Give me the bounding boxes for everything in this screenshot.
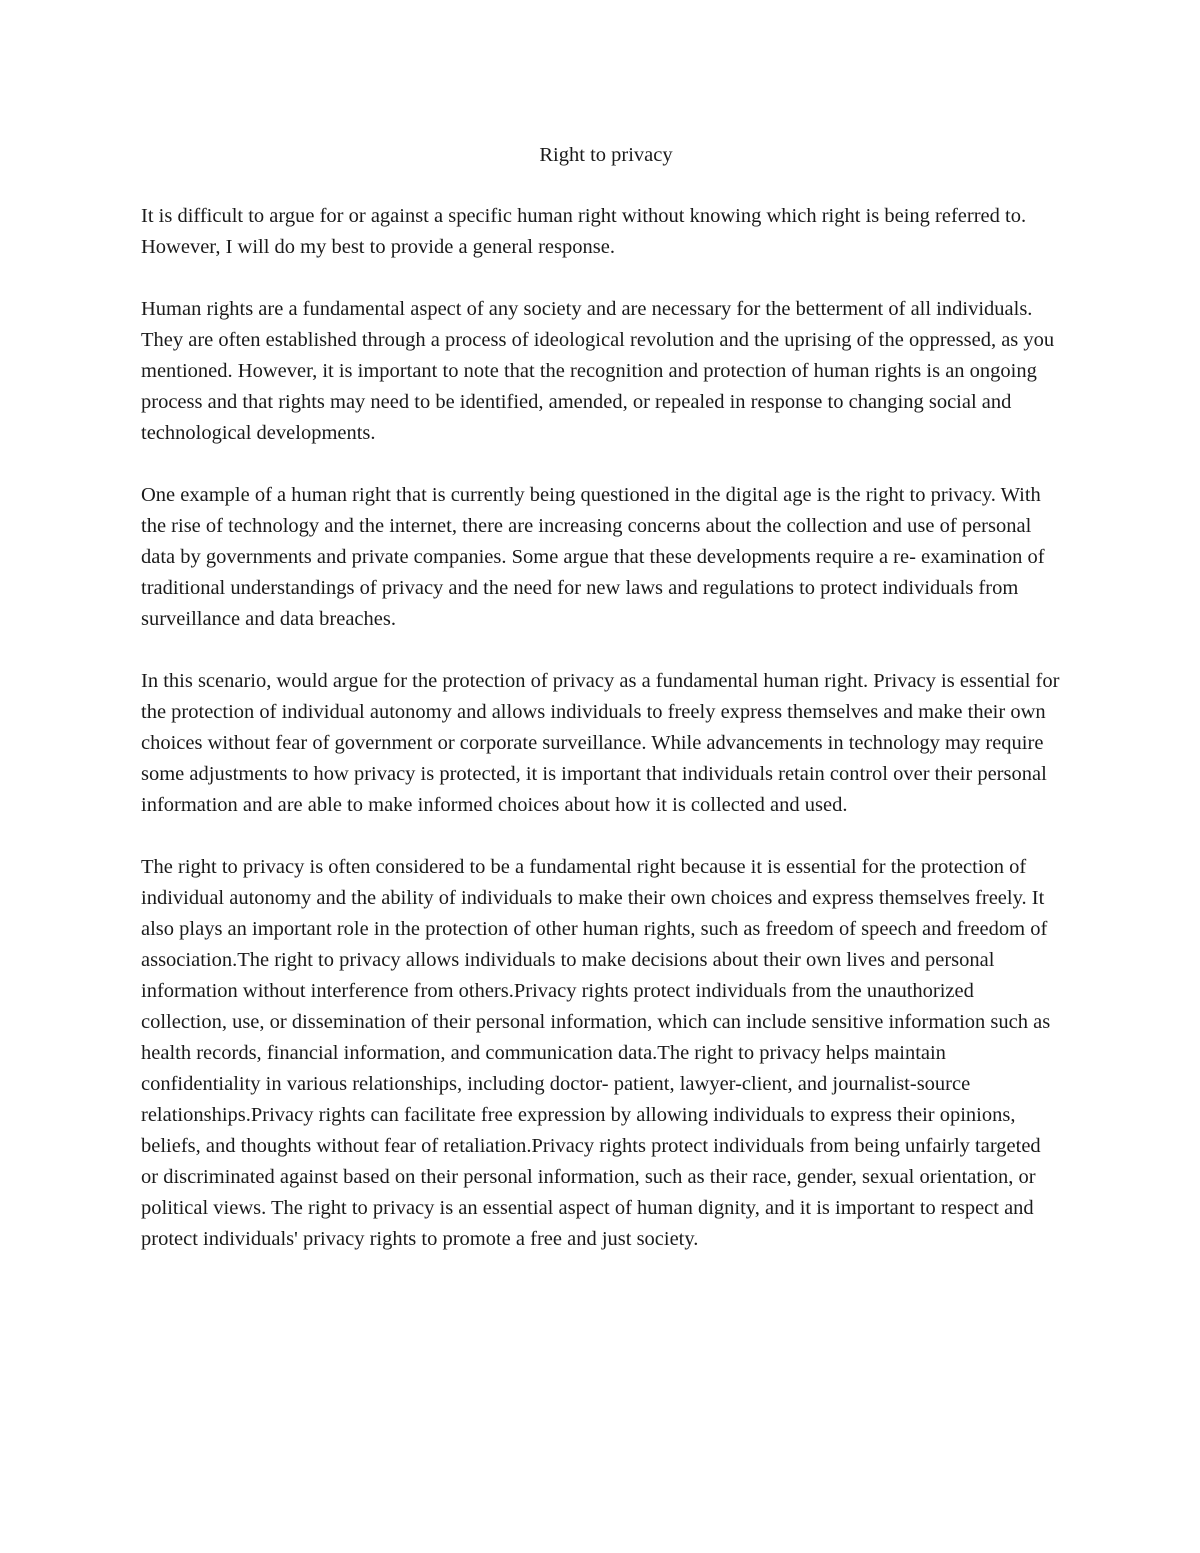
paragraph-fundamental-right: The right to privacy is often considered to be a fundamental right because it is essential for the protection of individual autonomy and the ability of individuals to make their own choices and express themselves freely. It also plays an important role in the protection of other human rights, such as freedom of speech and freedom of association.The right to privacy allows individuals to make decisions about their own lives and personal information without interference from others.Privacy rights protect individuals from the unauthorized collection, use, or dissemination of their personal information, which can include sensitive information such as health records, financial information, and communication data.The right to privacy helps maintain confidentiality in various relationships, including doctor- patient, lawyer-client, and journalist-source relationships.Privacy rights can facilitate free expression by allowing individuals to express their opinions, beliefs, and thoughts without fear of retaliation.Privacy rights protect individuals from being unfairly targeted or discriminated against based on their personal information, such as their race, gender, sexual orientation, or political views. The right to privacy is an essential aspect of human dignity, and it is important to respect and protect individuals' privacy rights to promote a free and just society. xyxy=(141,856,1051,1250)
paragraph-scenario: In this scenario, would argue for the protection of privacy as a fundamental human right. Privacy is essential for the protection of individual autonomy and allows individuals to freely express themselves and make their own choices without fear of government or corporate surveillance. While advancements in technology may require some adjustments to how privacy is protected, it is important that individuals retain control over their personal information and are able to make informed choices about how it is collected and used. xyxy=(141,670,1060,816)
paragraph-human-rights: Human rights are a fundamental aspect of any society and are necessary for the betterment of all individuals. They are often established through a process of ideological revolution and the uprising of the oppressed, as you mentioned. However, it is important to note that the recognition and protection of human rights is an ongoing process and that rights may need to be identified, amended, or repealed in response to changing social and technological developments. xyxy=(141,298,1055,444)
paragraph-intro: It is difficult to argue for or against a specific human right without knowing which right is being referred to. However, I will do my best to provide a general response. xyxy=(141,205,1027,258)
paragraph-digital-age: One example of a human right that is currently being questioned in the digital age is the right to privacy. With the rise of technology and the internet, there are increasing concerns about the collection and use of personal data by governments and private companies. Some argue that these developments require a re- examination of traditional understandings of privacy and the need for new laws and regulations to protect individuals from surveillance and data breaches. xyxy=(141,484,1045,630)
document-title: Right to privacy xyxy=(539,144,673,166)
document-body xyxy=(141,140,1061,1286)
